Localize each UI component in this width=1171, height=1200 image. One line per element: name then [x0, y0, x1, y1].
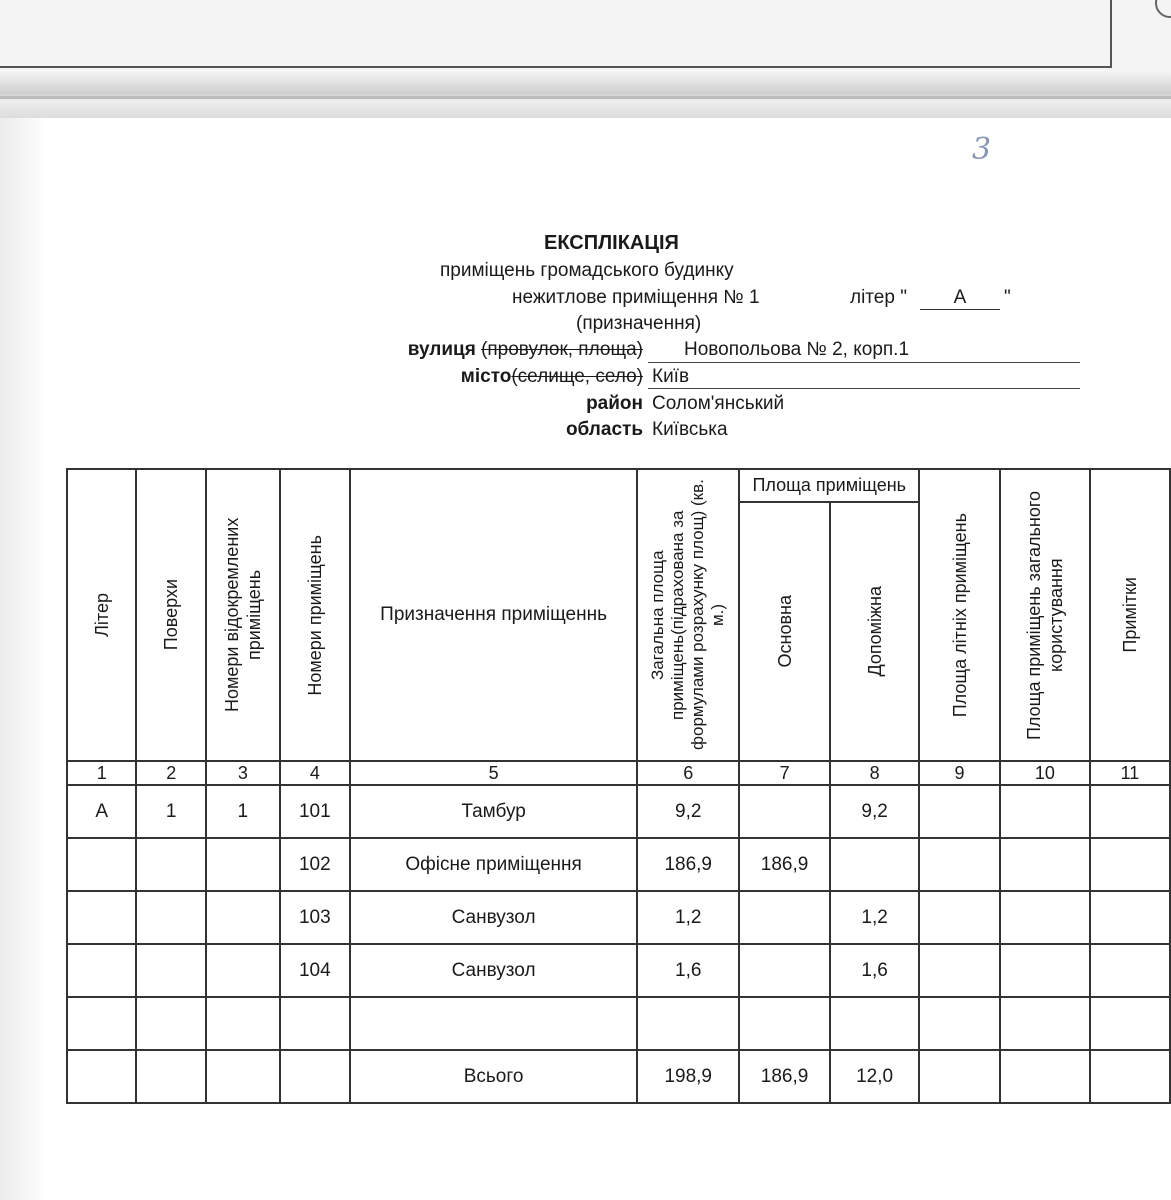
header-room-numbers: Номери приміщень: [280, 469, 350, 761]
col-num: 7: [739, 761, 830, 785]
liter-close-quote: ": [1004, 287, 1011, 308]
subtitle-line1: приміщень громадського будинку: [440, 260, 734, 281]
liter-value: А: [920, 287, 1000, 310]
cell-room-number: 101: [280, 785, 350, 838]
cell-common-area: [1000, 1050, 1090, 1103]
street-label: вулиця: [407, 339, 476, 360]
cell-floor: [136, 997, 205, 1050]
table-row: [67, 891, 1170, 944]
cell-main-area: 186,9: [739, 838, 830, 891]
cell-floor: 1: [136, 785, 205, 838]
cell-room-number: [280, 997, 350, 1050]
header-auxiliary: Допоміжна: [830, 502, 919, 761]
cell-total-area: 198,9: [637, 1050, 739, 1103]
table-row: [67, 838, 1170, 891]
cell-separate-number: [206, 997, 280, 1050]
street-value: Новопольова № 2, корп.1: [684, 339, 910, 360]
district-label: район: [586, 393, 643, 414]
col-num: 5: [350, 761, 637, 785]
header-summer: Площа літніх приміщень: [919, 469, 1000, 761]
cell-common-area: [1000, 785, 1090, 838]
region-label: область: [565, 419, 643, 440]
cell-room-number: [280, 1050, 350, 1103]
document-title: ЕКСПЛІКАЦІЯ: [544, 232, 679, 254]
district-value: Солом'янський: [652, 393, 785, 414]
col-num: 9: [919, 761, 1000, 785]
street-underline: [648, 362, 1080, 363]
cell-notes: [1090, 1050, 1170, 1103]
cell-summer-area: [919, 891, 1000, 944]
cell-floor: [136, 891, 205, 944]
cell-liter: [67, 1050, 136, 1103]
page-shadow: [0, 118, 48, 1200]
city-label-group: [461, 366, 643, 388]
cell-purpose: Санвузол: [350, 891, 637, 944]
cell-main-area: [739, 891, 830, 944]
col-num: 2: [136, 761, 205, 785]
cell-total-area: [637, 997, 739, 1050]
liter-label: літер ": [850, 287, 907, 308]
cell-liter: [67, 997, 136, 1050]
col-num: 10: [1000, 761, 1090, 785]
city-label: місто: [460, 366, 512, 387]
total-row: [67, 1050, 1170, 1103]
page-fold: [0, 70, 1171, 122]
cell-purpose: Офісне приміщення: [350, 838, 637, 891]
col-num: 8: [830, 761, 919, 785]
cell-room-number: 104: [280, 944, 350, 997]
header-total-area: Загальна площа приміщень(підрахована за формулами розрахунку площ) (кв. м.): [637, 469, 739, 761]
cell-floor: [136, 838, 205, 891]
cell-total-label: Всього: [350, 1050, 637, 1103]
cell-notes: [1090, 944, 1170, 997]
street-label-group: [408, 339, 643, 361]
cell-common-area: [1000, 997, 1090, 1050]
city-struck: (селище, село): [511, 366, 643, 387]
cell-purpose: Тамбур: [350, 785, 637, 838]
cell-summer-area: [919, 997, 1000, 1050]
table-row: [67, 785, 1170, 838]
street-struck: (провулок, площа): [481, 339, 643, 360]
cell-floor: [136, 944, 205, 997]
cell-aux-area: [830, 997, 919, 1050]
cell-common-area: [1000, 944, 1090, 997]
cell-main-area: [739, 997, 830, 1050]
explication-table: [66, 468, 1171, 1104]
cell-liter: [67, 891, 136, 944]
previous-page-border: [0, 0, 1112, 68]
cell-liter: [67, 838, 136, 891]
cell-separate-number: [206, 838, 280, 891]
cell-summer-area: [919, 838, 1000, 891]
cell-summer-area: [919, 944, 1000, 997]
header-area-group: Площа приміщень: [739, 469, 919, 502]
cell-aux-area: 1,6: [830, 944, 919, 997]
cell-notes: [1090, 838, 1170, 891]
cell-purpose: [350, 997, 637, 1050]
table-row: [67, 997, 1170, 1050]
cell-liter: А: [67, 785, 136, 838]
col-num: 3: [206, 761, 280, 785]
binder-ring: [1155, 0, 1171, 18]
header-main: Основна: [739, 502, 830, 761]
header-common: Площа приміщень загального користування: [1000, 469, 1090, 761]
cell-total-area: 9,2: [637, 785, 739, 838]
column-numbers-row: [67, 761, 1170, 785]
cell-separate-number: 1: [206, 785, 280, 838]
cell-common-area: [1000, 838, 1090, 891]
city-underline: [648, 388, 1080, 389]
cell-separate-number: [206, 944, 280, 997]
col-num: 1: [67, 761, 136, 785]
col-num: 4: [280, 761, 350, 785]
purpose-note: (призначення): [576, 313, 702, 334]
cell-main-area: [739, 785, 830, 838]
cell-total-area: 1,2: [637, 891, 739, 944]
cell-main-area: [739, 944, 830, 997]
cell-floor: [136, 1050, 205, 1103]
region-value: Київська: [652, 419, 728, 440]
cell-aux-area: [830, 838, 919, 891]
header-floors: Поверхи: [136, 469, 205, 761]
previous-page-edge: [0, 0, 1171, 70]
cell-summer-area: [919, 785, 1000, 838]
cell-notes: [1090, 891, 1170, 944]
cell-aux-area: 12,0: [830, 1050, 919, 1103]
page-number: 3: [972, 132, 992, 167]
header-liter: Літер: [67, 469, 136, 761]
cell-total-area: 1,6: [637, 944, 739, 997]
subtitle-line2: нежитлове приміщення № 1: [512, 287, 760, 308]
cell-separate-number: [206, 1050, 280, 1103]
cell-aux-area: 9,2: [830, 785, 919, 838]
cell-summer-area: [919, 1050, 1000, 1103]
cell-purpose: Санвузол: [350, 944, 637, 997]
fold-line: [0, 96, 1171, 99]
cell-notes: [1090, 997, 1170, 1050]
table-row: [67, 944, 1170, 997]
cell-liter: [67, 944, 136, 997]
col-num: 6: [637, 761, 739, 785]
col-num: 11: [1090, 761, 1170, 785]
cell-room-number: 102: [280, 838, 350, 891]
cell-main-area: 186,9: [739, 1050, 830, 1103]
cell-aux-area: 1,2: [830, 891, 919, 944]
city-value: Київ: [652, 366, 690, 387]
cell-separate-number: [206, 891, 280, 944]
cell-common-area: [1000, 891, 1090, 944]
header-notes: Примітки: [1090, 469, 1170, 761]
cell-room-number: 103: [280, 891, 350, 944]
cell-notes: [1090, 785, 1170, 838]
cell-total-area: 186,9: [637, 838, 739, 891]
header-separate-numbers: Номери відокремлених приміщень: [206, 469, 280, 761]
header-purpose: Призначення приміщеннь: [350, 469, 637, 761]
